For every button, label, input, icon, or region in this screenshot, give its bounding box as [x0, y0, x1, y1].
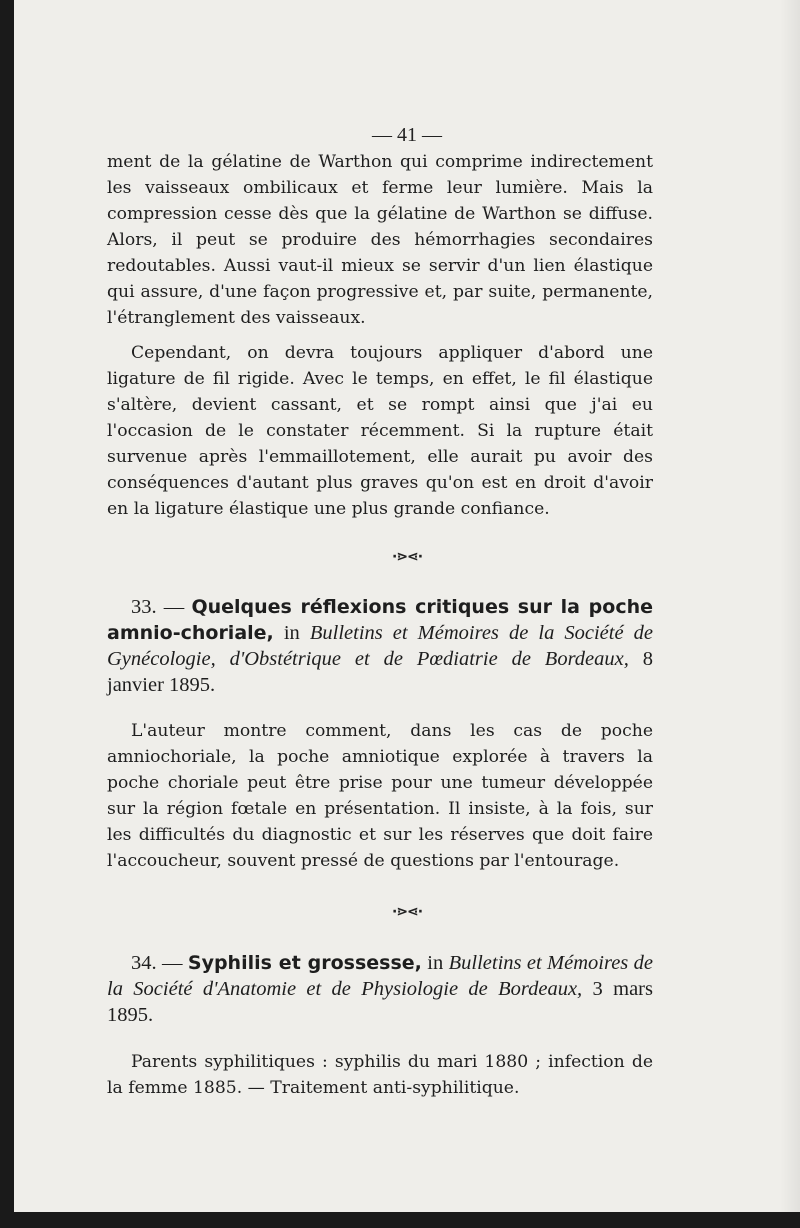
entry-source: Bulletins et Mémoires de la Société d'Anatomie et de Physiologie de Bordeaux, [107, 952, 654, 1000]
section-ornament: ·⋗⋖· [391, 904, 423, 920]
entry-33-heading [107, 594, 653, 698]
entry-number: 34. — [131, 952, 188, 974]
paragraph-entry-34-summary: Parents syphilitiques : syphilis du mari 1880 ; infection de la femme 1885. — Traitement anti-syphilitique. [107, 1052, 653, 1098]
entry-in: in [421, 952, 449, 974]
entry-number: 33. — [131, 596, 192, 618]
paragraph-entry-33-summary: L'auteur montre comment, dans les cas de poche amniochoriale, la poche amniotique explorée à travers la poche choriale peut être prise pour une tumeur développée sur la région fœtale en présentation. Il insiste, à la fois, sur les difficultés du diagnostic et sur les réserves que doit faire l'accoucheur, souvent pressé de questions par l'entourage. [107, 721, 653, 871]
section-ornament: ·⋗⋖· [391, 549, 423, 565]
paragraph-continuation: ment de la gélatine de Warthon qui comprime indirectement les vaisseaux ombilicaux et ferme leur lumière. Mais la compression cesse dès que la gélatine de Warthon se diffuse. Alors, il peut se produire des hémorrhagies secondaires redoutables. Aussi vaut-il mieux se servir d'un lien élastique qui assure, d'une façon progressive et, par suite, permanente, l'étranglement des vaisseaux. [107, 152, 653, 328]
entry-title: Syphilis et grossesse, [187, 952, 422, 974]
entry-date: 8 janvier 1895. [107, 648, 654, 696]
paragraph-ligature: Cependant, on devra toujours appliquer d'abord une ligature de fil rigide. Avec le temps, en effet, le fil élastique s'altère, devient cassant, et se rompt ainsi que j'ai eu l'occasion de le constater récemment. Si la rupture était survenue après l'emmaillotement, elle aurait pu avoir des conséquences d'autant plus graves qu'on est en droit d'avoir en la ligature élastique une plus grande confiance. [107, 343, 653, 519]
page-number: — 41 — [372, 124, 442, 146]
entry-title: Quelques réflexions critiques sur la poche amnio-choriale, [107, 596, 653, 644]
entry-date: 3 mars 1895. [107, 978, 653, 1026]
document-page [14, 0, 800, 1212]
scan-edge-shadow [780, 0, 800, 1212]
entry-source: Bulletins et Mémoires de la Société de Gynécologie, d'Obstétrique et de Pœdiatrie de Bordeaux, [107, 622, 653, 670]
entry-34-heading [107, 950, 653, 1028]
entry-in: in [273, 622, 310, 644]
